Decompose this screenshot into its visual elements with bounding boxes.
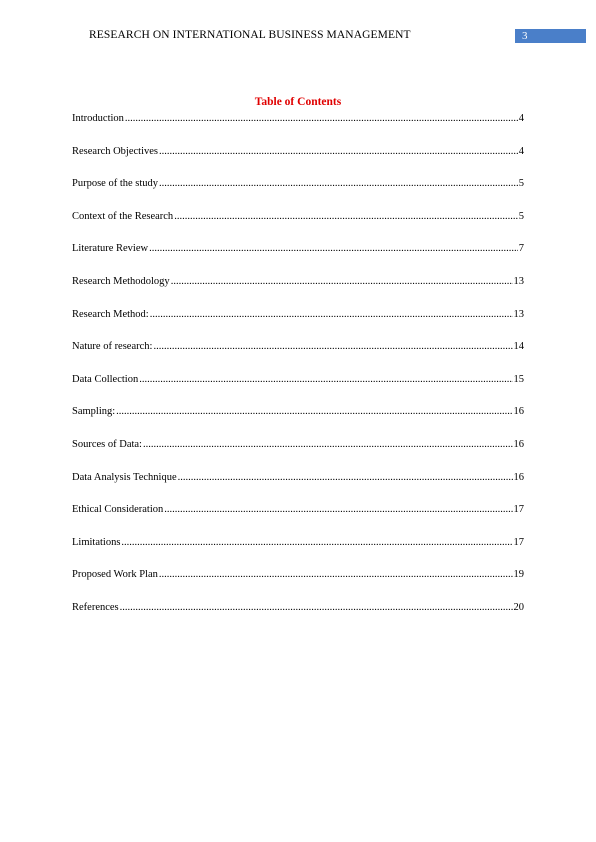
toc-entry-page: 17 xyxy=(513,504,524,516)
toc-entry-title: Nature of research: xyxy=(72,341,153,353)
toc-entry[interactable] xyxy=(72,340,524,373)
toc-entry[interactable] xyxy=(72,242,524,275)
toc-entry-page: 4 xyxy=(518,145,524,157)
toc-entry-page: 13 xyxy=(513,275,524,287)
toc-entry[interactable] xyxy=(72,275,524,308)
toc-entry[interactable] xyxy=(72,536,524,569)
page-number-badge: 3 xyxy=(515,29,586,43)
toc-entry-page: 17 xyxy=(513,536,524,548)
toc-entry[interactable] xyxy=(72,145,524,178)
toc-leader-dots xyxy=(150,308,513,322)
toc-leader-dots xyxy=(153,340,512,354)
toc-entry-title: Literature Review xyxy=(72,243,149,255)
toc-leader-dots xyxy=(171,275,513,289)
toc-entry[interactable] xyxy=(72,471,524,504)
toc-entry-page: 19 xyxy=(513,569,524,581)
toc-leader-dots xyxy=(121,536,512,550)
toc-entry-title: Proposed Work Plan xyxy=(72,569,158,581)
toc-leader-dots xyxy=(174,210,518,224)
toc-entry-page: 16 xyxy=(513,406,524,418)
toc-entry[interactable] xyxy=(72,568,524,601)
toc-entry[interactable] xyxy=(72,210,524,243)
toc-entry-page: 5 xyxy=(518,210,524,222)
toc-leader-dots xyxy=(159,145,518,159)
toc-entry-page: 16 xyxy=(513,471,524,483)
toc-entry-title: Research Methodology xyxy=(72,275,170,287)
toc-entry-title: Data Collection xyxy=(72,373,139,385)
toc-leader-dots xyxy=(178,471,513,485)
toc-entry-page: 13 xyxy=(513,308,524,320)
toc-entry[interactable] xyxy=(72,308,524,341)
toc-entry-page: 14 xyxy=(513,341,524,353)
table-of-contents xyxy=(72,112,524,634)
toc-entry-title: Research Objectives xyxy=(72,145,159,157)
toc-leader-dots xyxy=(139,373,512,387)
toc-entry-title: Ethical Consideration xyxy=(72,504,164,516)
toc-entry[interactable] xyxy=(72,373,524,406)
header-title: RESEARCH ON INTERNATIONAL BUSINESS MANAGEMENT xyxy=(89,29,411,41)
toc-entry[interactable] xyxy=(72,601,524,634)
toc-leader-dots xyxy=(116,405,512,419)
toc-leader-dots xyxy=(125,112,518,126)
toc-entry[interactable] xyxy=(72,438,524,471)
toc-entry[interactable] xyxy=(72,112,524,145)
toc-entry[interactable] xyxy=(72,503,524,536)
toc-heading: Table of Contents xyxy=(254,96,342,108)
toc-entry-title: Limitations xyxy=(72,536,121,548)
toc-entry[interactable] xyxy=(72,405,524,438)
toc-entry-page: 7 xyxy=(518,243,524,255)
toc-entry-page: 16 xyxy=(513,438,524,450)
toc-entry-page: 5 xyxy=(518,178,524,190)
toc-entry-page: 15 xyxy=(513,373,524,385)
toc-entry-title: Introduction xyxy=(72,113,124,124)
toc-entry-title: Sampling: xyxy=(72,406,116,418)
toc-leader-dots xyxy=(143,438,513,452)
toc-leader-dots xyxy=(159,568,513,582)
toc-entry-page: 4 xyxy=(518,113,524,124)
toc-entry-title: Context of the Research xyxy=(72,210,174,222)
toc-leader-dots xyxy=(164,503,512,517)
toc-entry-title: References xyxy=(72,601,119,613)
toc-entry-title: Sources of Data: xyxy=(72,438,142,450)
toc-entry-title: Research Method: xyxy=(72,308,149,320)
toc-leader-dots xyxy=(120,601,513,615)
toc-entry-title: Data Analysis Technique xyxy=(72,471,177,483)
toc-leader-dots xyxy=(149,242,518,256)
toc-leader-dots xyxy=(159,177,518,191)
toc-entry-page: 20 xyxy=(513,601,524,613)
toc-entry[interactable] xyxy=(72,177,524,210)
toc-entry-title: Purpose of the study xyxy=(72,178,159,190)
